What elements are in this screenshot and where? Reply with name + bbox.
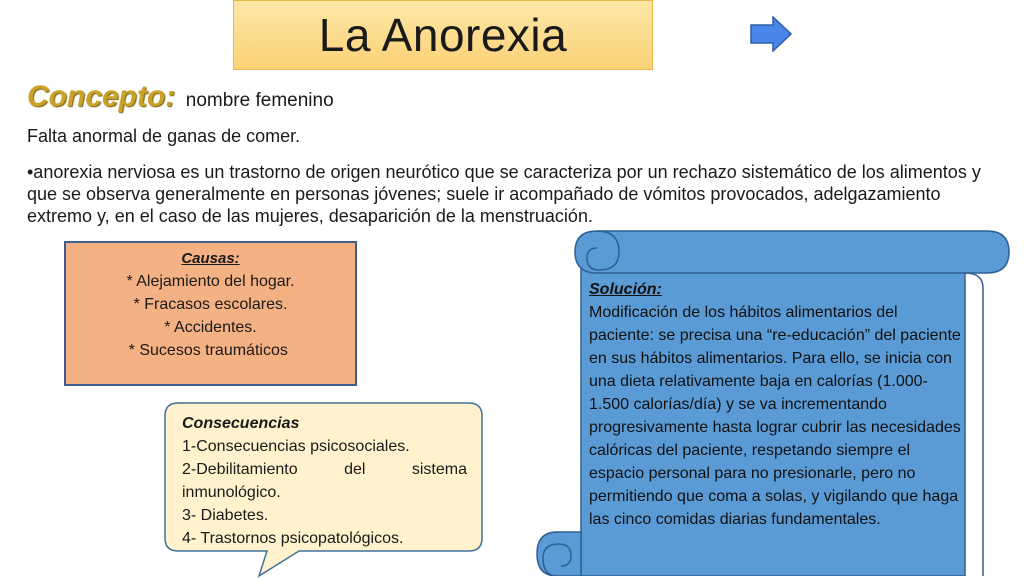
concept-line (27, 80, 334, 114)
causas-box (64, 241, 357, 386)
concept-label: Concepto: (27, 80, 176, 113)
solucion-header: Solución: (589, 281, 662, 298)
consecuencias-item: 3- Diabetes. (182, 507, 269, 524)
definition-paragraph: •anorexia nerviosa es un trastorno de origen neurótico que se caracteriza por un rechazo sistemático de los alimentos y que se observa generalmente en personas jóvenes; suele ir acompañado de vómitos provocados, adelgazamiento extremo y, en el caso de las mujeres, desaparición de la menstruación. (27, 162, 981, 226)
causas-item: * Fracasos escolares. (133, 296, 288, 313)
page-title: La Anorexia (318, 9, 568, 61)
concept-value: nombre femenino (185, 90, 334, 111)
causas-item: * Sucesos traumáticos. (128, 342, 293, 359)
causas-item: * Alejamiento del hogar. (126, 273, 295, 290)
causas-trailing-dot: . (287, 342, 293, 359)
solucion-scroll (535, 228, 1015, 576)
causas-item: * Accidentes. (164, 319, 257, 336)
consecuencias-item: 4- Trastornos psicopatológicos. (182, 530, 404, 547)
right-arrow-icon[interactable] (750, 16, 792, 52)
consecuencias-callout (164, 402, 484, 578)
consecuencias-header: Consecuencias (182, 415, 300, 432)
title-box (233, 0, 653, 70)
definition-line: Falta anormal de ganas de comer. (27, 126, 301, 146)
consecuencias-item: inmunológico. (182, 484, 281, 501)
solucion-body: Modificación de los hábitos alimentarios del paciente: se precisa una “re-educación” del paciente en sus hábitos alimentarios. Para ello, se inicia con una dieta relativamente baja en calorías (1.000-1.500 calorías/día) y se va incrementando progresivamente hasta lograr cubrir las necesidades calóricas del paciente, respetando siempre el espacio personal para no presionarle, pero no permitiendo que coma a solas, y vigilando que haga las cinco comidas diarias fundamentales. (589, 304, 961, 528)
consecuencias-item: 1-Consecuencias psicosociales. (182, 438, 410, 455)
consecuencias-item: 2-Debilitamiento del sistema (182, 461, 467, 478)
causas-header: Causas: (181, 250, 240, 267)
